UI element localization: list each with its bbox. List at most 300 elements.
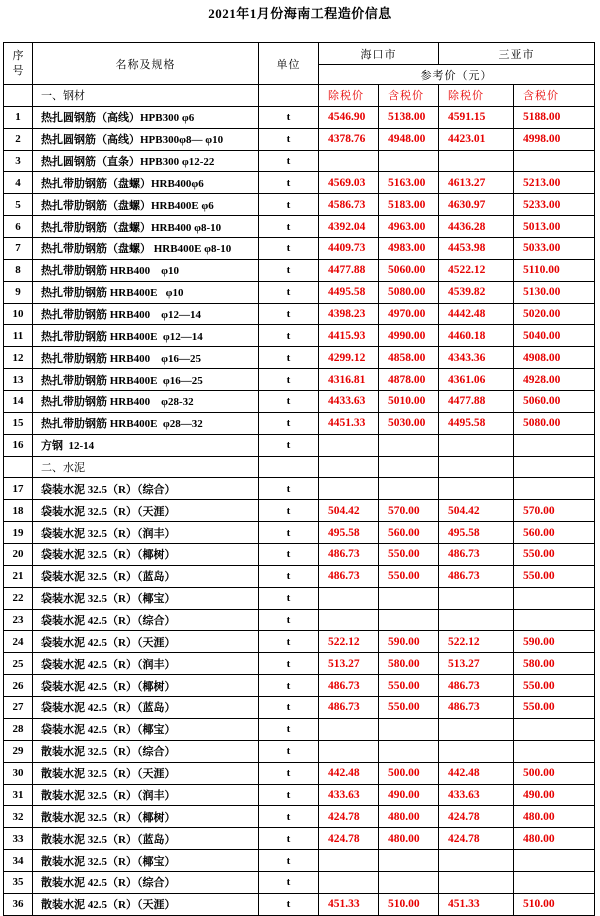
haikou-inctax-price-cell: 5060.00: [379, 259, 439, 281]
haikou-extax-price-cell: 486.73: [319, 565, 379, 587]
sanya-extax-price-cell: 495.58: [439, 522, 514, 544]
sanya-inctax-price-cell: 4998.00: [514, 128, 595, 150]
item-name-cell: 二、水泥: [33, 456, 259, 478]
haikou-extax-price-cell: [319, 850, 379, 872]
haikou-extax-price-cell: [319, 478, 379, 500]
haikou-inctax-price-cell: 5138.00: [379, 106, 439, 128]
haikou-inctax-price-cell: [379, 871, 439, 893]
item-unit-cell: t: [259, 194, 319, 216]
sanya-extax-price-cell: 433.63: [439, 784, 514, 806]
item-name-cell: 散装水泥 42.5（R）（天涯）: [33, 893, 259, 915]
haikou-extax-price-cell: 4299.12: [319, 347, 379, 369]
sanya-extax-price-cell: [439, 478, 514, 500]
sanya-inctax-price-cell: [514, 850, 595, 872]
item-unit-cell: t: [259, 828, 319, 850]
sanya-extax-price-cell: 4453.98: [439, 238, 514, 260]
item-name-cell: 热扎圆钢筋（直条）HPB300 φ12-22: [33, 150, 259, 172]
item-name-cell: 散装水泥 32.5（R）（润丰）: [33, 784, 259, 806]
haikou-extax-price-cell: 4495.58: [319, 281, 379, 303]
item-name-cell: 一、钢材: [33, 85, 259, 107]
row-number-cell: 32: [4, 806, 33, 828]
haikou-inctax-price-cell: 5030.00: [379, 412, 439, 434]
haikou-extax-price-cell: 486.73: [319, 675, 379, 697]
table-row: [4, 893, 595, 915]
haikou-inctax-price-cell: 4963.00: [379, 216, 439, 238]
haikou-extax-price-cell: 4415.93: [319, 325, 379, 347]
item-name-cell: 袋装水泥 32.5（R）（椰宝）: [33, 587, 259, 609]
row-number-cell: 4: [4, 172, 33, 194]
sanya-inctax-price-cell: 550.00: [514, 565, 595, 587]
row-number-cell: [4, 456, 33, 478]
item-unit-cell: t: [259, 784, 319, 806]
sanya-inctax-price-cell: 510.00: [514, 893, 595, 915]
sanya-inctax-price-cell: [514, 871, 595, 893]
haikou-inctax-price-cell: [379, 150, 439, 172]
haikou-inctax-price-cell: 480.00: [379, 828, 439, 850]
item-name-cell: 热扎带肋钢筋（盘螺）HRB400 φ8-10: [33, 216, 259, 238]
table-row: [4, 828, 595, 850]
item-unit-cell: t: [259, 347, 319, 369]
sanya-extax-price-cell: [439, 456, 514, 478]
row-number-cell: 26: [4, 675, 33, 697]
item-name-cell: 散装水泥 32.5（R）（椰宝）: [33, 850, 259, 872]
sanya-inctax-price-cell: 4908.00: [514, 347, 595, 369]
item-name-cell: 热扎圆钢筋（高线）HPB300φ8— φ10: [33, 128, 259, 150]
item-name-cell: 热扎带肋钢筋（盘螺） HRB400E φ8-10: [33, 238, 259, 260]
table-row: [4, 740, 595, 762]
item-unit-cell: t: [259, 128, 319, 150]
haikou-extax-price-cell: 424.78: [319, 828, 379, 850]
haikou-inctax-price-cell: 490.00: [379, 784, 439, 806]
sanya-extax-price-cell: 4361.06: [439, 369, 514, 391]
item-name-cell: 散装水泥 32.5（R）（蓝岛）: [33, 828, 259, 850]
table-row: [4, 587, 595, 609]
item-name-cell: 热扎带肋钢筋 HRB400E φ28—32: [33, 412, 259, 434]
name-column-header: 名称及规格: [33, 43, 259, 85]
item-unit-cell: t: [259, 106, 319, 128]
item-name-cell: 袋装水泥 32.5（R）（润丰）: [33, 522, 259, 544]
sanya-inctax-price-cell: [514, 434, 595, 456]
haikou-inctax-price-cell: 4948.00: [379, 128, 439, 150]
sanya-extax-price-cell: 4343.36: [439, 347, 514, 369]
item-unit-cell: t: [259, 718, 319, 740]
sanya-inctax-price-cell: 5233.00: [514, 194, 595, 216]
item-name-cell: 散装水泥 32.5（R）（椰树）: [33, 806, 259, 828]
haikou-inctax-price-cell: [379, 850, 439, 872]
item-unit-cell: t: [259, 675, 319, 697]
sanya-inctax-price-cell: [514, 456, 595, 478]
item-name-cell: 袋装水泥 42.5（R）（天涯）: [33, 631, 259, 653]
item-name-cell: 热扎带肋钢筋 HRB400E φ12—14: [33, 325, 259, 347]
table-row: [4, 456, 595, 478]
haikou-extax-price-cell: 424.78: [319, 806, 379, 828]
row-number-cell: 31: [4, 784, 33, 806]
sanya-extax-price-cell: 424.78: [439, 828, 514, 850]
seq-header-line2: 号: [12, 64, 24, 77]
table-row: [4, 871, 595, 893]
haikou-inctax-price-cell: 5080.00: [379, 281, 439, 303]
item-unit-cell: t: [259, 281, 319, 303]
sanya-inctax-price-cell: 550.00: [514, 675, 595, 697]
item-name-cell: 袋装水泥 42.5（R）（综合）: [33, 609, 259, 631]
item-name-cell: 散装水泥 32.5（R）（综合）: [33, 740, 259, 762]
row-number-cell: 16: [4, 434, 33, 456]
table-row: [4, 609, 595, 631]
haikou-inctax-price-cell: 550.00: [379, 544, 439, 566]
haikou-inctax-price-cell: 500.00: [379, 762, 439, 784]
haikou-inctax-price-cell: 480.00: [379, 806, 439, 828]
sanya-extax-price-cell: 4613.27: [439, 172, 514, 194]
table-row: [4, 434, 595, 456]
haikou-inctax-price-cell: 4983.00: [379, 238, 439, 260]
row-number-cell: [4, 85, 33, 107]
row-number-cell: 33: [4, 828, 33, 850]
sanya-inctax-price-cell: [514, 150, 595, 172]
haikou-extax-price-cell: [319, 609, 379, 631]
sanya-inctax-price-cell: 5213.00: [514, 172, 595, 194]
haikou-inctax-price-cell: [379, 587, 439, 609]
table-row: [4, 500, 595, 522]
table-row: [4, 85, 595, 107]
sanya-inctax-price-cell: 5040.00: [514, 325, 595, 347]
table-row: [4, 172, 595, 194]
sanya-extax-price-cell: 513.27: [439, 653, 514, 675]
sanya-extax-price-cell: 4436.28: [439, 216, 514, 238]
haikou-city-header: 海口市: [319, 43, 439, 65]
table-row: [4, 718, 595, 740]
sanya-extax-price-cell: 4522.12: [439, 259, 514, 281]
row-number-cell: 12: [4, 347, 33, 369]
table-row: [4, 281, 595, 303]
haikou-inctax-price-cell: [379, 456, 439, 478]
item-unit-cell: t: [259, 544, 319, 566]
sanya-extax-price-cell: [439, 434, 514, 456]
row-number-cell: 7: [4, 238, 33, 260]
row-number-cell: 17: [4, 478, 33, 500]
sanya-inctax-price-cell: [514, 718, 595, 740]
row-number-cell: 29: [4, 740, 33, 762]
sanya-inctax-price-cell: 4928.00: [514, 369, 595, 391]
haikou-inctax-price-cell: 550.00: [379, 565, 439, 587]
sanya-inctax-price-cell: 5013.00: [514, 216, 595, 238]
haikou-extax-price-cell: 486.73: [319, 697, 379, 719]
haikou-extax-price-cell: 4392.04: [319, 216, 379, 238]
sanya-extax-price-cell: 442.48: [439, 762, 514, 784]
haikou-extax-price-cell: 4409.73: [319, 238, 379, 260]
row-number-cell: 9: [4, 281, 33, 303]
item-unit-cell: t: [259, 697, 319, 719]
row-number-cell: 22: [4, 587, 33, 609]
sanya-extax-price-cell: 4591.15: [439, 106, 514, 128]
table-body: [4, 85, 595, 916]
haikou-extax-price-cell: [319, 587, 379, 609]
sanya-extax-price-cell: 451.33: [439, 893, 514, 915]
haikou-inctax-price-cell: 570.00: [379, 500, 439, 522]
row-number-cell: 3: [4, 150, 33, 172]
sanya-inctax-price-cell: 5060.00: [514, 391, 595, 413]
table-row: [4, 850, 595, 872]
row-number-cell: 35: [4, 871, 33, 893]
sanya-inctax-price-cell: 590.00: [514, 631, 595, 653]
seq-header-line1: 序: [12, 49, 24, 62]
haikou-inctax-price-cell: [379, 740, 439, 762]
haikou-inctax-price-cell: 510.00: [379, 893, 439, 915]
haikou-inctax-price-cell: 5163.00: [379, 172, 439, 194]
haikou-extax-price-cell: 除税价: [319, 85, 379, 107]
table-row: [4, 412, 595, 434]
sanya-extax-price-cell: [439, 718, 514, 740]
item-unit-cell: t: [259, 172, 319, 194]
sanya-extax-price-cell: 486.73: [439, 697, 514, 719]
item-name-cell: 热扎带肋钢筋 HRB400 φ28-32: [33, 391, 259, 413]
table-row: [4, 478, 595, 500]
haikou-extax-price-cell: 451.33: [319, 893, 379, 915]
row-number-cell: 10: [4, 303, 33, 325]
table-header: [4, 43, 595, 85]
item-name-cell: 袋装水泥 32.5（R）（天涯）: [33, 500, 259, 522]
sanya-city-header: 三亚市: [439, 43, 595, 65]
row-number-cell: 23: [4, 609, 33, 631]
item-unit-cell: t: [259, 434, 319, 456]
haikou-extax-price-cell: 4569.03: [319, 172, 379, 194]
item-name-cell: 热扎带肋钢筋 HRB400 φ16—25: [33, 347, 259, 369]
sanya-inctax-price-cell: 5130.00: [514, 281, 595, 303]
sanya-extax-price-cell: [439, 587, 514, 609]
haikou-extax-price-cell: [319, 740, 379, 762]
sanya-inctax-price-cell: [514, 609, 595, 631]
haikou-extax-price-cell: 4316.81: [319, 369, 379, 391]
item-unit-cell: t: [259, 806, 319, 828]
sanya-inctax-price-cell: 5080.00: [514, 412, 595, 434]
page-title: 2021年1月份海南工程造价信息: [208, 6, 392, 21]
sanya-extax-price-cell: 522.12: [439, 631, 514, 653]
haikou-inctax-price-cell: 550.00: [379, 697, 439, 719]
item-unit-cell: t: [259, 259, 319, 281]
table-row: [4, 238, 595, 260]
row-number-cell: 34: [4, 850, 33, 872]
haikou-extax-price-cell: 4378.76: [319, 128, 379, 150]
item-unit-cell: t: [259, 762, 319, 784]
sanya-inctax-price-cell: 5033.00: [514, 238, 595, 260]
row-number-cell: 13: [4, 369, 33, 391]
haikou-extax-price-cell: 4586.73: [319, 194, 379, 216]
haikou-extax-price-cell: 4477.88: [319, 259, 379, 281]
sanya-extax-price-cell: [439, 150, 514, 172]
sanya-extax-price-cell: 486.73: [439, 565, 514, 587]
row-number-cell: 5: [4, 194, 33, 216]
row-number-cell: 30: [4, 762, 33, 784]
sanya-extax-price-cell: [439, 609, 514, 631]
item-unit-cell: t: [259, 653, 319, 675]
row-number-cell: 27: [4, 697, 33, 719]
haikou-extax-price-cell: 486.73: [319, 544, 379, 566]
haikou-extax-price-cell: 495.58: [319, 522, 379, 544]
sanya-extax-price-cell: 4495.58: [439, 412, 514, 434]
haikou-extax-price-cell: 522.12: [319, 631, 379, 653]
price-table: [3, 42, 595, 916]
haikou-inctax-price-cell: 4990.00: [379, 325, 439, 347]
table-row: [4, 216, 595, 238]
table-row: [4, 806, 595, 828]
item-unit-cell: t: [259, 478, 319, 500]
item-name-cell: 热扎带肋钢筋（盘螺）HRB400E φ6: [33, 194, 259, 216]
table-row: [4, 697, 595, 719]
seq-column-header: [4, 43, 33, 85]
item-name-cell: 热扎带肋钢筋（盘螺）HRB400φ6: [33, 172, 259, 194]
sanya-extax-price-cell: [439, 740, 514, 762]
item-name-cell: 袋装水泥 32.5（R）（综合）: [33, 478, 259, 500]
haikou-inctax-price-cell: 550.00: [379, 675, 439, 697]
table-row: [4, 150, 595, 172]
sanya-extax-price-cell: 4460.18: [439, 325, 514, 347]
haikou-extax-price-cell: [319, 434, 379, 456]
item-unit-cell: t: [259, 565, 319, 587]
sanya-extax-price-cell: 486.73: [439, 675, 514, 697]
haikou-inctax-price-cell: [379, 609, 439, 631]
sanya-extax-price-cell: 除税价: [439, 85, 514, 107]
sanya-inctax-price-cell: 5188.00: [514, 106, 595, 128]
item-unit-cell: t: [259, 216, 319, 238]
row-number-cell: 28: [4, 718, 33, 740]
item-name-cell: 散装水泥 42.5（R）（综合）: [33, 871, 259, 893]
table-row: [4, 391, 595, 413]
table-row: [4, 522, 595, 544]
haikou-inctax-price-cell: 4878.00: [379, 369, 439, 391]
item-unit-cell: t: [259, 369, 319, 391]
haikou-extax-price-cell: 4546.90: [319, 106, 379, 128]
row-number-cell: 1: [4, 106, 33, 128]
haikou-inctax-price-cell: [379, 718, 439, 740]
haikou-inctax-price-cell: [379, 478, 439, 500]
table-row: [4, 194, 595, 216]
haikou-inctax-price-cell: 4858.00: [379, 347, 439, 369]
item-unit-cell: t: [259, 325, 319, 347]
unit-column-header: 单位: [259, 43, 319, 85]
item-name-cell: 袋装水泥 32.5（R）（椰树）: [33, 544, 259, 566]
row-number-cell: 8: [4, 259, 33, 281]
item-name-cell: 袋装水泥 42.5（R）（椰宝）: [33, 718, 259, 740]
table-header-row-1: [4, 43, 595, 65]
haikou-inctax-price-cell: 含税价: [379, 85, 439, 107]
table-row: [4, 653, 595, 675]
item-name-cell: 热扎圆钢筋（高线）HPB300 φ6: [33, 106, 259, 128]
sanya-inctax-price-cell: 490.00: [514, 784, 595, 806]
item-unit-cell: t: [259, 740, 319, 762]
sanya-inctax-price-cell: 500.00: [514, 762, 595, 784]
item-name-cell: 袋装水泥 42.5（R）（润丰）: [33, 653, 259, 675]
row-number-cell: 21: [4, 565, 33, 587]
row-number-cell: 24: [4, 631, 33, 653]
table-row: [4, 369, 595, 391]
haikou-inctax-price-cell: [379, 434, 439, 456]
item-unit-cell: t: [259, 522, 319, 544]
sanya-extax-price-cell: [439, 850, 514, 872]
haikou-inctax-price-cell: 590.00: [379, 631, 439, 653]
sanya-extax-price-cell: 4442.48: [439, 303, 514, 325]
sanya-inctax-price-cell: 480.00: [514, 828, 595, 850]
sanya-extax-price-cell: 504.42: [439, 500, 514, 522]
sanya-inctax-price-cell: 5020.00: [514, 303, 595, 325]
row-number-cell: 14: [4, 391, 33, 413]
item-unit-cell: t: [259, 391, 319, 413]
row-number-cell: 18: [4, 500, 33, 522]
item-unit-cell: t: [259, 150, 319, 172]
table-row: [4, 106, 595, 128]
sanya-inctax-price-cell: 含税价: [514, 85, 595, 107]
row-number-cell: 15: [4, 412, 33, 434]
sanya-extax-price-cell: 4539.82: [439, 281, 514, 303]
table-row: [4, 303, 595, 325]
sanya-inctax-price-cell: 580.00: [514, 653, 595, 675]
item-unit-cell: t: [259, 609, 319, 631]
haikou-extax-price-cell: [319, 871, 379, 893]
sanya-inctax-price-cell: [514, 740, 595, 762]
row-number-cell: 25: [4, 653, 33, 675]
item-unit-cell: t: [259, 412, 319, 434]
item-unit-cell: t: [259, 893, 319, 915]
item-unit-cell: t: [259, 871, 319, 893]
sanya-inctax-price-cell: 5110.00: [514, 259, 595, 281]
item-unit-cell: t: [259, 631, 319, 653]
row-number-cell: 36: [4, 893, 33, 915]
haikou-extax-price-cell: 4451.33: [319, 412, 379, 434]
item-unit-cell: t: [259, 238, 319, 260]
row-number-cell: 20: [4, 544, 33, 566]
haikou-extax-price-cell: 4398.23: [319, 303, 379, 325]
item-unit-cell: [259, 85, 319, 107]
haikou-extax-price-cell: 433.63: [319, 784, 379, 806]
item-name-cell: 热扎带肋钢筋 HRB400 φ12—14: [33, 303, 259, 325]
row-number-cell: 6: [4, 216, 33, 238]
item-unit-cell: t: [259, 303, 319, 325]
haikou-extax-price-cell: 504.42: [319, 500, 379, 522]
sanya-extax-price-cell: 4630.97: [439, 194, 514, 216]
row-number-cell: 2: [4, 128, 33, 150]
row-number-cell: 19: [4, 522, 33, 544]
haikou-inctax-price-cell: 4970.00: [379, 303, 439, 325]
haikou-extax-price-cell: [319, 150, 379, 172]
table-row: [4, 784, 595, 806]
item-name-cell: 袋装水泥 32.5（R）（蓝岛）: [33, 565, 259, 587]
sanya-extax-price-cell: [439, 871, 514, 893]
sanya-extax-price-cell: 4477.88: [439, 391, 514, 413]
item-unit-cell: t: [259, 587, 319, 609]
sanya-inctax-price-cell: 570.00: [514, 500, 595, 522]
sanya-extax-price-cell: 424.78: [439, 806, 514, 828]
item-name-cell: 袋装水泥 42.5（R）（蓝岛）: [33, 697, 259, 719]
item-unit-cell: t: [259, 500, 319, 522]
table-row: [4, 675, 595, 697]
row-number-cell: 11: [4, 325, 33, 347]
item-name-cell: 热扎带肋钢筋 HRB400 φ10: [33, 259, 259, 281]
sanya-inctax-price-cell: 560.00: [514, 522, 595, 544]
haikou-extax-price-cell: 513.27: [319, 653, 379, 675]
item-name-cell: 方钢 12-14: [33, 434, 259, 456]
sanya-inctax-price-cell: [514, 587, 595, 609]
haikou-inctax-price-cell: 5010.00: [379, 391, 439, 413]
sanya-extax-price-cell: 486.73: [439, 544, 514, 566]
table-row: [4, 128, 595, 150]
table-row: [4, 565, 595, 587]
table-row: [4, 259, 595, 281]
haikou-inctax-price-cell: 560.00: [379, 522, 439, 544]
haikou-extax-price-cell: 442.48: [319, 762, 379, 784]
sanya-inctax-price-cell: 480.00: [514, 806, 595, 828]
table-row: [4, 325, 595, 347]
item-name-cell: 热扎带肋钢筋 HRB400E φ10: [33, 281, 259, 303]
sanya-extax-price-cell: 4423.01: [439, 128, 514, 150]
haikou-extax-price-cell: [319, 718, 379, 740]
